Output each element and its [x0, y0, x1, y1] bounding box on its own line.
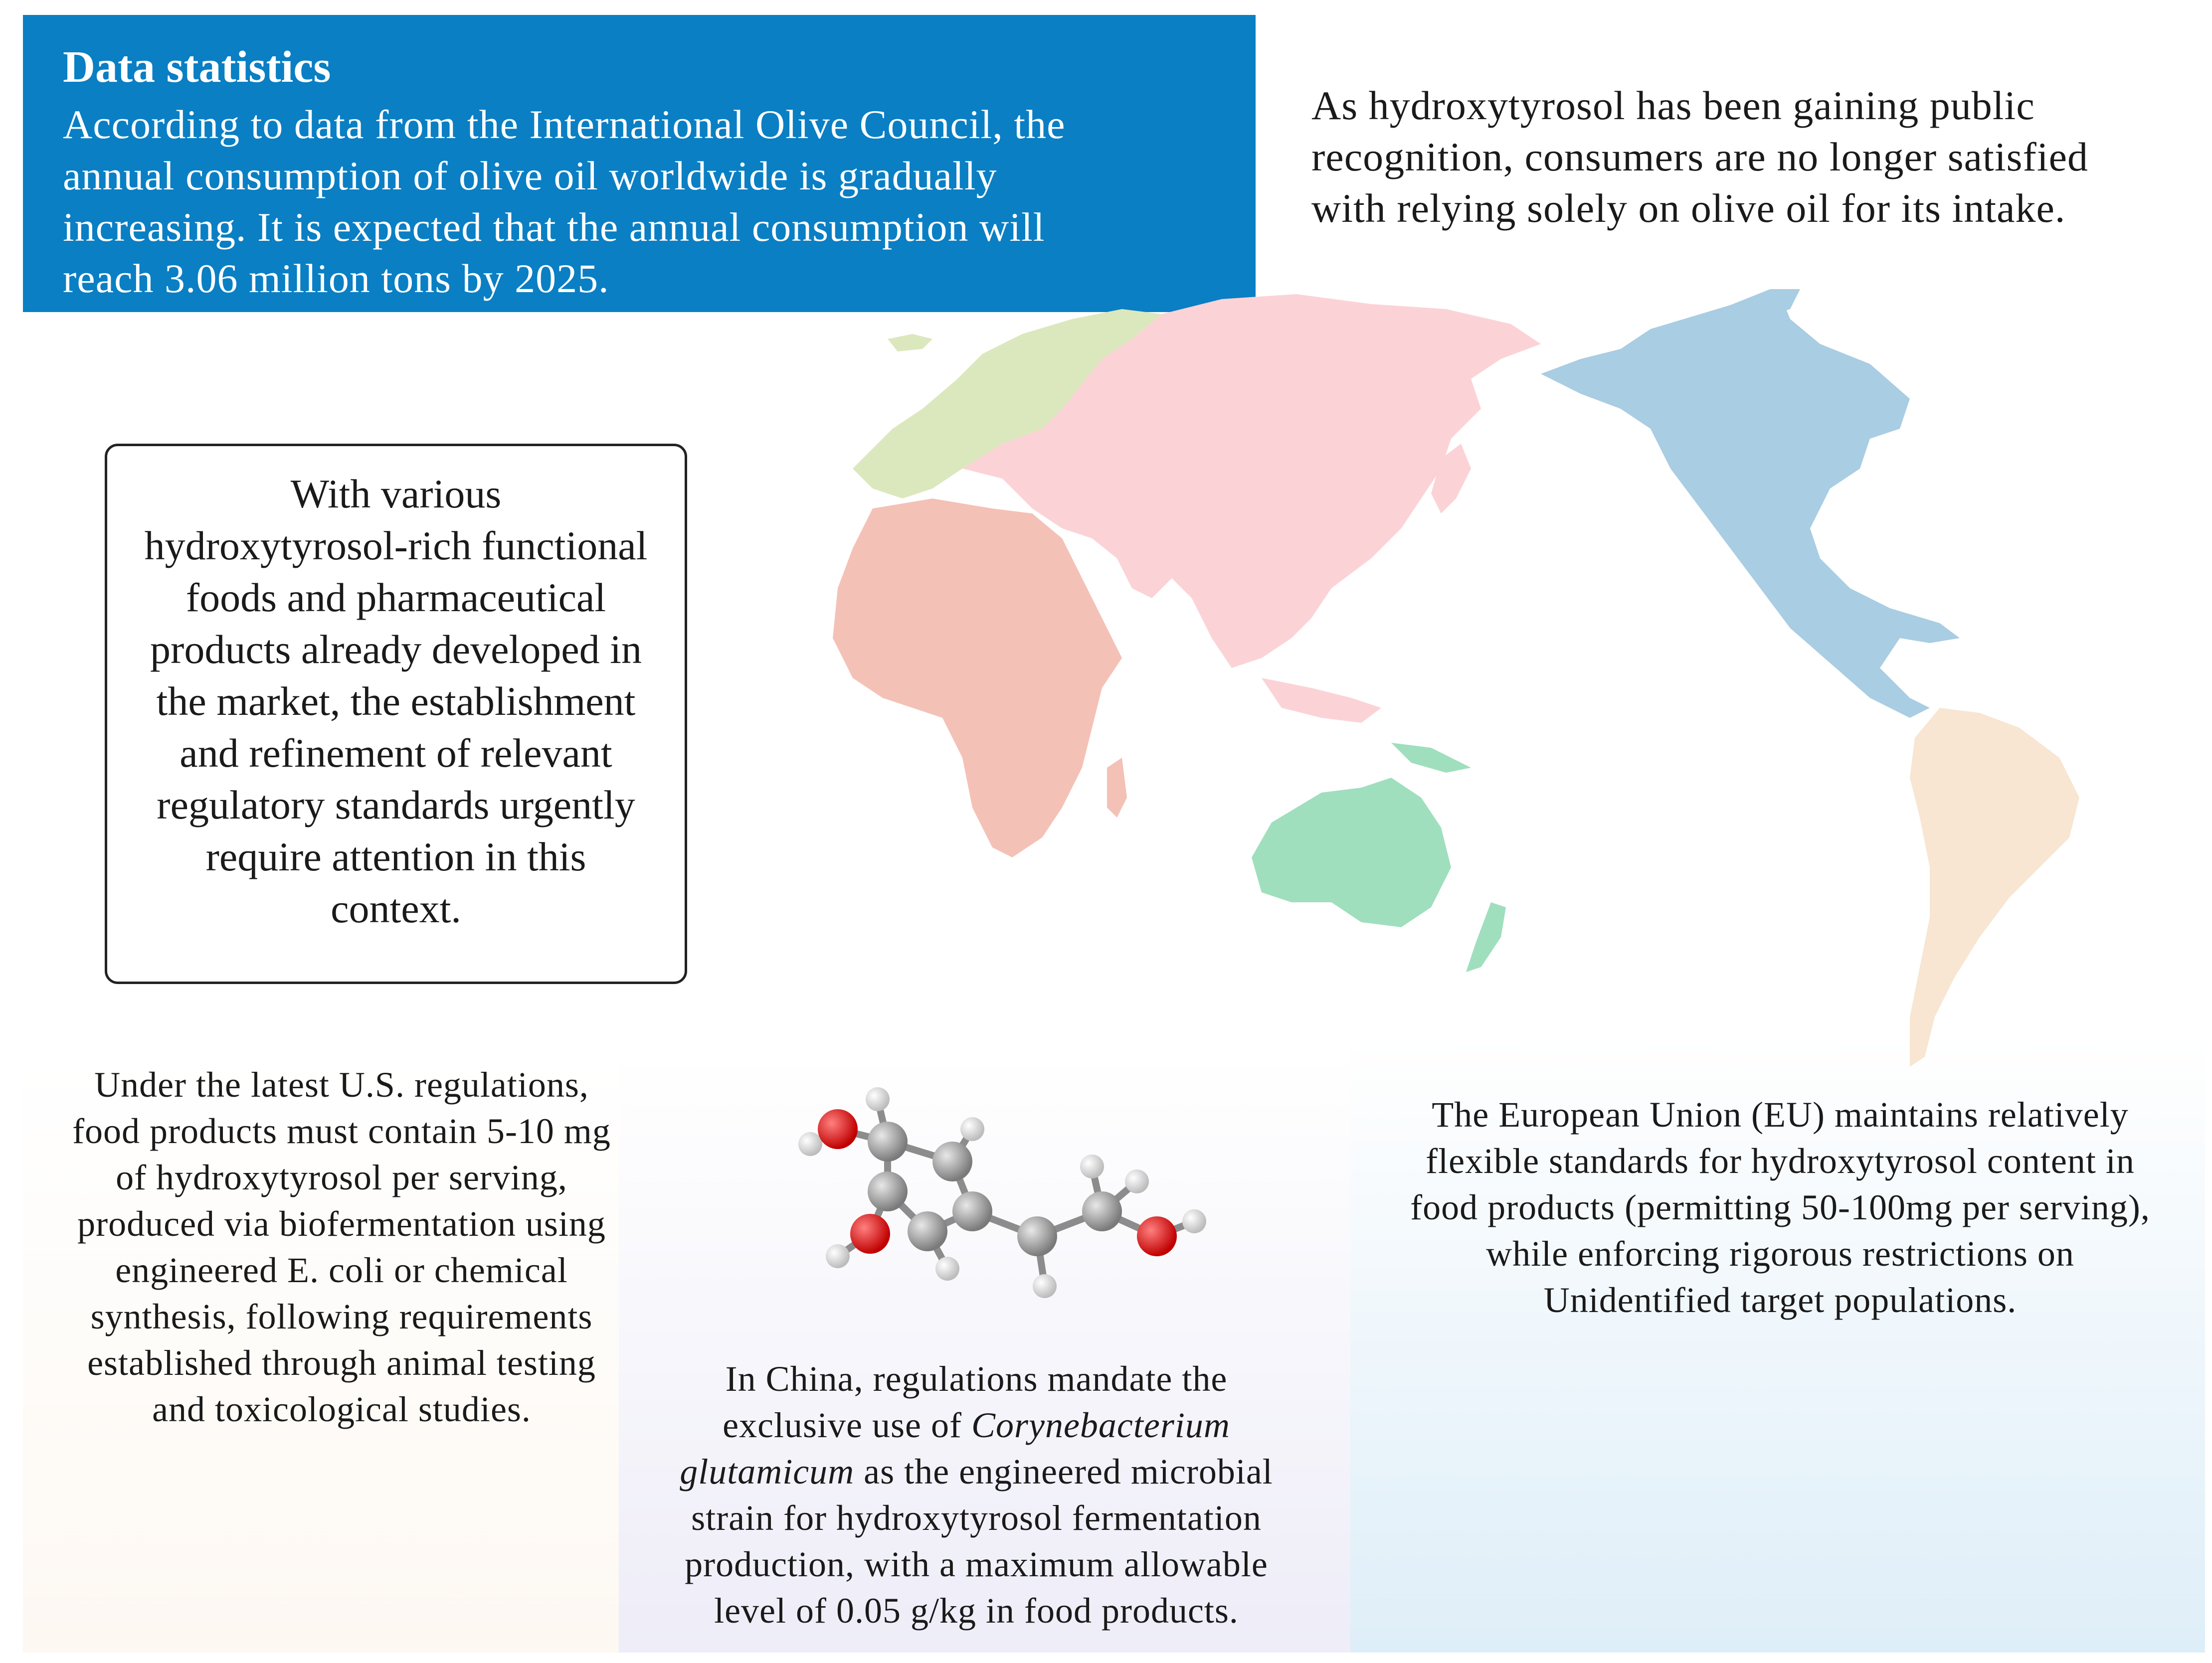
hydrogen-atom: [866, 1087, 890, 1111]
species-name-genus: Corynebacterium: [971, 1405, 1230, 1445]
data-statistics-body: [63, 99, 1236, 304]
species-name-epithet: glutamicum: [680, 1452, 855, 1492]
eu-line: while enforcing rigorous restrictions on: [1486, 1234, 2074, 1274]
africa-region: [833, 499, 1122, 857]
cn-line-text: as the engineered microbial: [854, 1452, 1273, 1492]
consumer-line: recognition, consumers are no longer satisfied: [1311, 134, 2088, 179]
carbon-atom: [908, 1211, 947, 1251]
cn-line: In China, regulations mandate the: [725, 1359, 1228, 1399]
us-line: produced via biofermentation using: [77, 1204, 606, 1244]
eu-line: The European Union (EU) maintains relatively: [1432, 1095, 2129, 1135]
cn-line: [627, 1449, 1325, 1495]
stats-line: reach 3.06 million tons by 2025.: [63, 256, 609, 301]
carbon-atom: [952, 1191, 992, 1231]
carbon-atom: [1017, 1216, 1057, 1256]
iceland-region: [888, 334, 932, 351]
cn-line: [627, 1402, 1325, 1449]
context-line: hydroxytyrosol-rich functional: [144, 523, 648, 568]
us-line: of hydroxytyrosol per serving,: [116, 1158, 567, 1197]
world-map: [723, 279, 2199, 1077]
cn-line: production, with a maximum allowable: [685, 1544, 1268, 1584]
stats-line: increasing. It is expected that the annual consumption will: [63, 204, 1045, 250]
context-line: regulatory standards urgently: [157, 782, 635, 828]
south-america-region: [1910, 708, 2079, 1067]
consumer-note: [1311, 80, 2189, 234]
us-line: synthesis, following requirements: [90, 1297, 593, 1336]
context-line: products already developed in: [150, 627, 642, 672]
hydrogen-atom: [1080, 1155, 1104, 1178]
stats-line: According to data from the International Olive Council, the: [63, 102, 1066, 147]
eu-regulation-text: [1361, 1092, 2199, 1324]
context-line: and refinement of relevant: [180, 730, 612, 776]
madagascar-region: [1107, 758, 1127, 818]
china-regulation-text: [627, 1356, 1325, 1634]
eu-line: Unidentified target populations.: [1543, 1280, 2017, 1320]
new-zealand-region: [1466, 902, 1506, 972]
hydrogen-atom: [1125, 1169, 1149, 1193]
regulatory-context-box: [105, 444, 687, 984]
carbon-atom: [868, 1171, 908, 1211]
us-regulation-text: [30, 1062, 653, 1433]
context-line: the market, the establishment: [156, 678, 636, 724]
carbon-atom: [932, 1142, 972, 1181]
cn-line: strain for hydroxytyrosol fermentation: [691, 1498, 1262, 1538]
stats-line: annual consumption of olive oil worldwide is gradually: [63, 153, 997, 198]
hydrogen-atom: [1033, 1274, 1057, 1298]
southeast-asia-islands: [1262, 678, 1381, 723]
eu-line: flexible standards for hydroxytyrosol content in: [1426, 1141, 2135, 1181]
oxygen-atom: [818, 1109, 858, 1149]
context-line: require attention in this: [205, 834, 586, 879]
cn-line-text: exclusive use of: [723, 1405, 971, 1445]
oxygen-atom: [850, 1214, 890, 1254]
context-line: context.: [331, 886, 461, 931]
us-line: food products must contain 5-10 mg: [72, 1111, 611, 1151]
hydrogen-atom: [960, 1117, 984, 1141]
context-line: With various: [290, 471, 502, 516]
us-line: and toxicological studies.: [152, 1389, 531, 1429]
oxygen-atom: [1137, 1216, 1177, 1256]
context-line: foods and pharmaceutical: [185, 575, 606, 620]
us-line: engineered E. coli or chemical: [115, 1250, 568, 1290]
carbon-atom: [868, 1122, 908, 1162]
hydroxytyrosol-molecule: [738, 1077, 1237, 1326]
consumer-line: with relying solely on olive oil for its intake.: [1311, 185, 2066, 231]
us-line: Under the latest U.S. regulations,: [94, 1065, 589, 1105]
carbon-atom: [1082, 1191, 1122, 1231]
north-america-region: [1541, 294, 1960, 718]
consumer-line: As hydroxytyrosol has been gaining public: [1311, 83, 2035, 128]
hydrogen-atom: [798, 1132, 822, 1156]
us-line: established through animal testing: [87, 1343, 596, 1383]
oceania-region: [1252, 778, 1451, 927]
data-statistics-title: Data statistics: [63, 42, 331, 92]
data-statistics-banner: [23, 15, 1256, 312]
new-guinea-region: [1391, 743, 1471, 773]
eu-line: food products (permitting 50-100mg per serving),: [1410, 1187, 2150, 1227]
hydrogen-atom: [1182, 1209, 1206, 1233]
hydrogen-atom: [935, 1257, 959, 1281]
cn-line: level of 0.05 g/kg in food products.: [714, 1591, 1239, 1631]
hydrogen-atom: [826, 1244, 850, 1268]
